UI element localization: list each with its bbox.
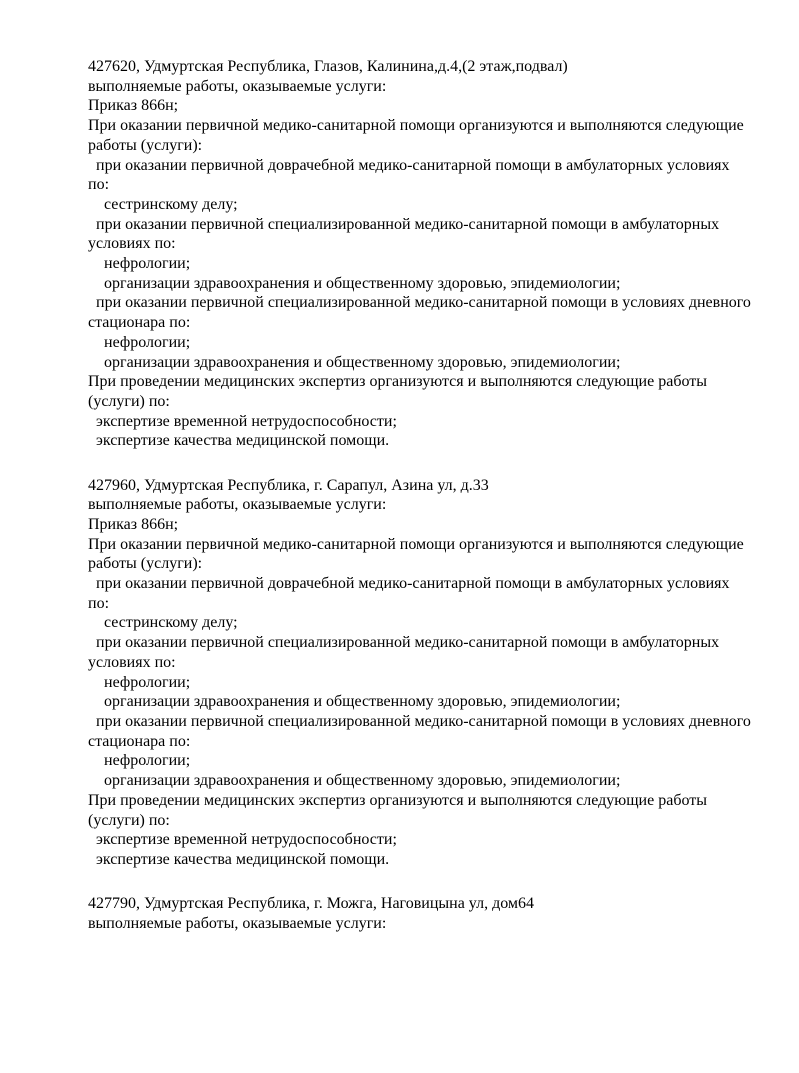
text-line: стационара по:	[88, 732, 191, 750]
service-item-line: сестринскому делу;	[88, 195, 238, 213]
service-item-line: экспертизе качества медицинской помощи.	[88, 432, 390, 450]
text-line: при оказании первичной доврачебной медико-санитарной помощи в амбулаторных условиях	[88, 575, 730, 593]
service-item-line: нефрологии;	[88, 255, 191, 273]
text-line: при оказании первичной специализированной медико-санитарной помощи в амбулаторных	[88, 215, 720, 233]
text-line: При проведении медицинских экспертиз организуются и выполняются следующие работы	[88, 373, 707, 391]
works-services-heading: выполняемые работы, оказываемые услуги:	[88, 914, 387, 932]
service-item-line: нефрологии;	[88, 752, 191, 770]
service-item-line: экспертизе качества медицинской помощи.	[88, 850, 390, 868]
service-item-line: экспертизе временной нетрудоспособности;	[88, 412, 397, 430]
text-line: работы (услуги):	[88, 555, 203, 573]
service-item-line: экспертизе временной нетрудоспособности;	[88, 831, 397, 849]
service-item-line: нефрологии;	[88, 673, 191, 691]
text-line: работы (услуги):	[88, 136, 203, 154]
text-line: по:	[88, 594, 110, 612]
service-item-line: сестринскому делу;	[88, 614, 238, 632]
text-line: при оказании первичной специализированной медико-санитарной помощи в условиях дневного	[88, 713, 751, 730]
text-line: При оказании первичной медико-санитарной помощи организуются и выполняются следующие	[88, 535, 744, 553]
text-line: При оказании первичной медико-санитарной помощи организуются и выполняются следующие	[88, 117, 744, 135]
text-line: (услуги) по:	[88, 392, 170, 410]
license-address-block-3	[88, 894, 769, 933]
service-item-line: нефрологии;	[88, 333, 191, 351]
text-line: при оказании первичной специализированной медико-санитарной помощи в условиях дневного	[88, 294, 751, 312]
text-line: при оказании первичной доврачебной медико-санитарной помощи в амбулаторных условиях	[88, 156, 730, 174]
text-line: условиях по:	[88, 235, 176, 253]
service-item-line: организации здравоохранения и общественному здоровью, эпидемиологии;	[88, 353, 621, 371]
works-services-heading: выполняемые работы, оказываемые услуги:	[88, 496, 387, 514]
works-services-heading: выполняемые работы, оказываемые услуги:	[88, 77, 387, 95]
text-line: При проведении медицинских экспертиз организуются и выполняются следующие работы	[88, 791, 707, 809]
address-line: 427790, Удмуртская Республика, г. Можга, Наговицына ул, дом64	[88, 895, 535, 913]
service-item-line: организации здравоохранения и общественному здоровью, эпидемиологии;	[88, 693, 621, 711]
order-number-line: Приказ 866н;	[88, 97, 179, 115]
license-address-block-1	[88, 57, 769, 451]
service-item-line: организации здравоохранения и общественному здоровью, эпидемиологии;	[88, 274, 621, 292]
order-number-line: Приказ 866н;	[88, 515, 179, 533]
text-line: стационара по:	[88, 314, 191, 332]
license-address-block-2	[88, 476, 769, 870]
text-line: (услуги) по:	[88, 811, 170, 829]
address-line: 427620, Удмуртская Республика, Глазов, Калинина,д.4,(2 этаж,подвал)	[88, 58, 568, 75]
text-line: при оказании первичной специализированной медико-санитарной помощи в амбулаторных	[88, 634, 720, 652]
service-item-line: организации здравоохранения и общественному здоровью, эпидемиологии;	[88, 772, 621, 790]
address-line: 427960, Удмуртская Республика, г. Сарапул, Азина ул, д.33	[88, 476, 489, 494]
text-line: по:	[88, 176, 110, 194]
text-line: условиях по:	[88, 653, 176, 671]
